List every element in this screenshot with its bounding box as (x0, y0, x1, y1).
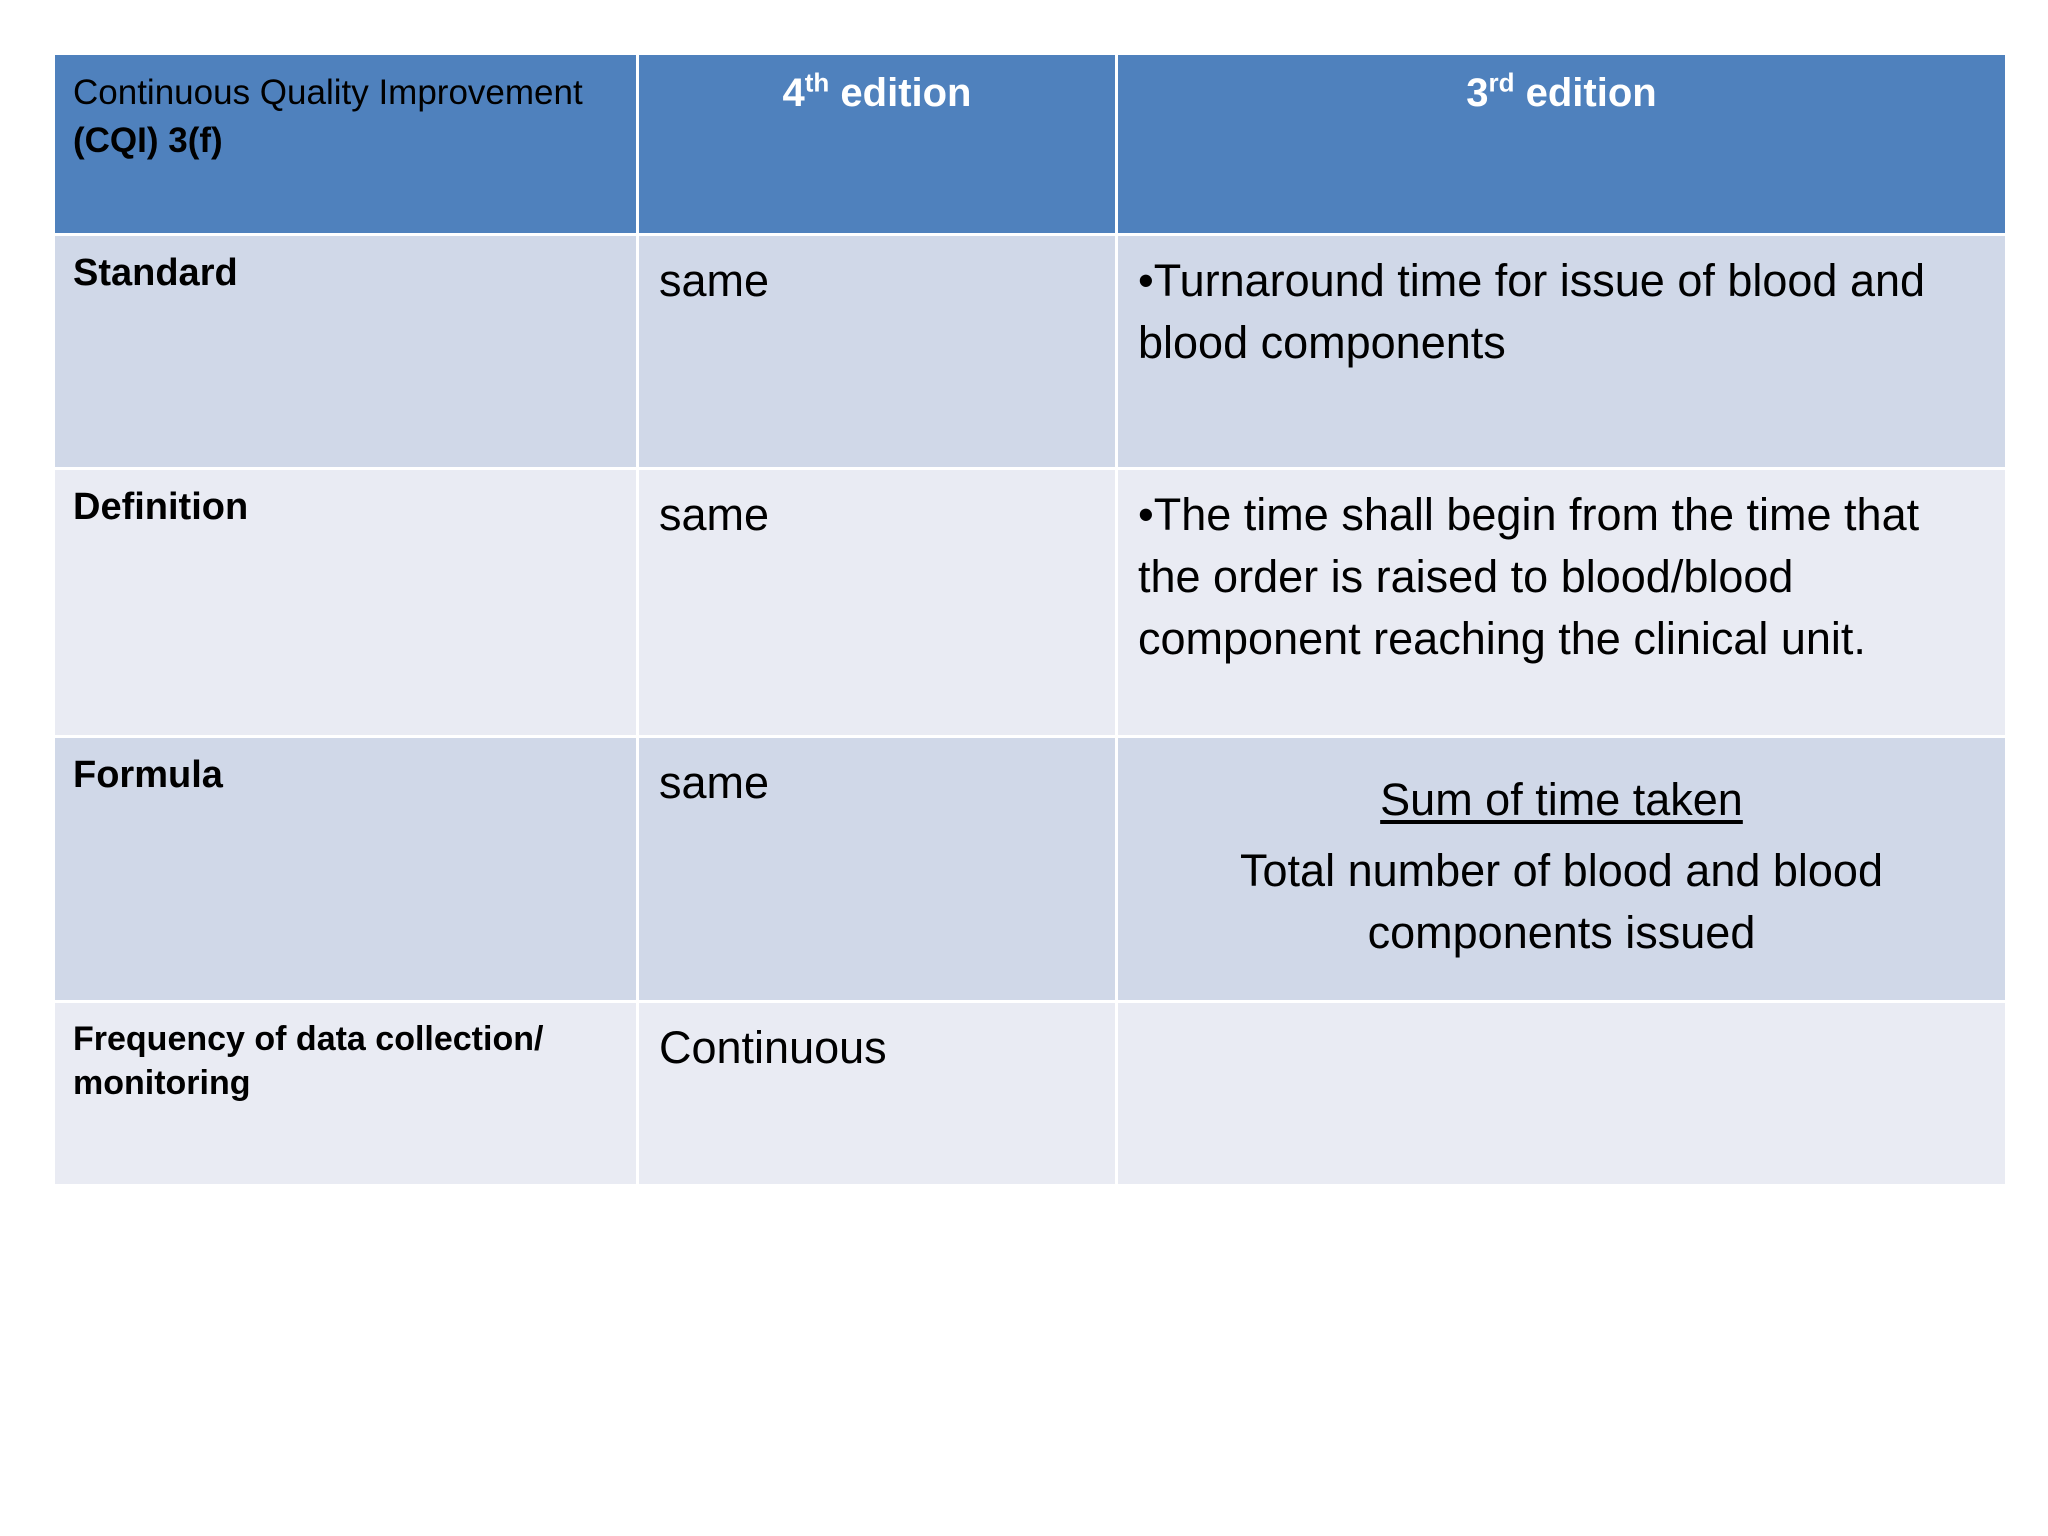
definition-third-edition: •The time shall begin from the time that the order is raised to blood/blood component reaching the clinical unit. (1117, 469, 2007, 737)
header-fourth-edition-suffix: th (804, 67, 830, 98)
frequency-third-edition (1117, 1002, 2007, 1186)
table-row-frequency (54, 1002, 2007, 1186)
header-third-edition (1117, 54, 2007, 235)
formula-denominator: Total number of blood and blood components issued (1240, 845, 1883, 958)
row-label-definition: Definition (54, 469, 638, 737)
header-third-edition-label: edition (1514, 71, 1657, 115)
cqi-comparison-table (52, 52, 2008, 1187)
header-cqi-title-line2: (CQI) 3(f) (73, 121, 223, 160)
header-third-edition-number: 3 (1466, 71, 1489, 115)
header-cqi-title (54, 54, 638, 235)
row-label-frequency: Frequency of data collection/ monitoring (54, 1002, 638, 1186)
table-header-row (54, 54, 2007, 235)
table-row-formula (54, 737, 2007, 1002)
definition-fourth-edition: same (638, 469, 1117, 737)
frequency-fourth-edition: Continuous (638, 1002, 1117, 1186)
formula-numerator: Sum of time taken (1380, 774, 1743, 825)
standard-fourth-edition: same (638, 235, 1117, 469)
header-fourth-edition-number: 4 (782, 71, 805, 115)
table-row-standard (54, 235, 2007, 469)
standard-third-edition: •Turnaround time for issue of blood and blood components (1117, 235, 2007, 469)
header-fourth-edition-label: edition (829, 71, 972, 115)
header-fourth-edition (638, 54, 1117, 235)
row-label-standard: Standard (54, 235, 638, 469)
formula-fourth-edition: same (638, 737, 1117, 1002)
formula-third-edition (1117, 737, 2007, 1002)
row-label-formula: Formula (54, 737, 638, 1002)
header-cqi-title-line1: Continuous Quality Improvement (73, 73, 583, 112)
header-third-edition-suffix: rd (1488, 67, 1515, 98)
table-row-definition (54, 469, 2007, 737)
